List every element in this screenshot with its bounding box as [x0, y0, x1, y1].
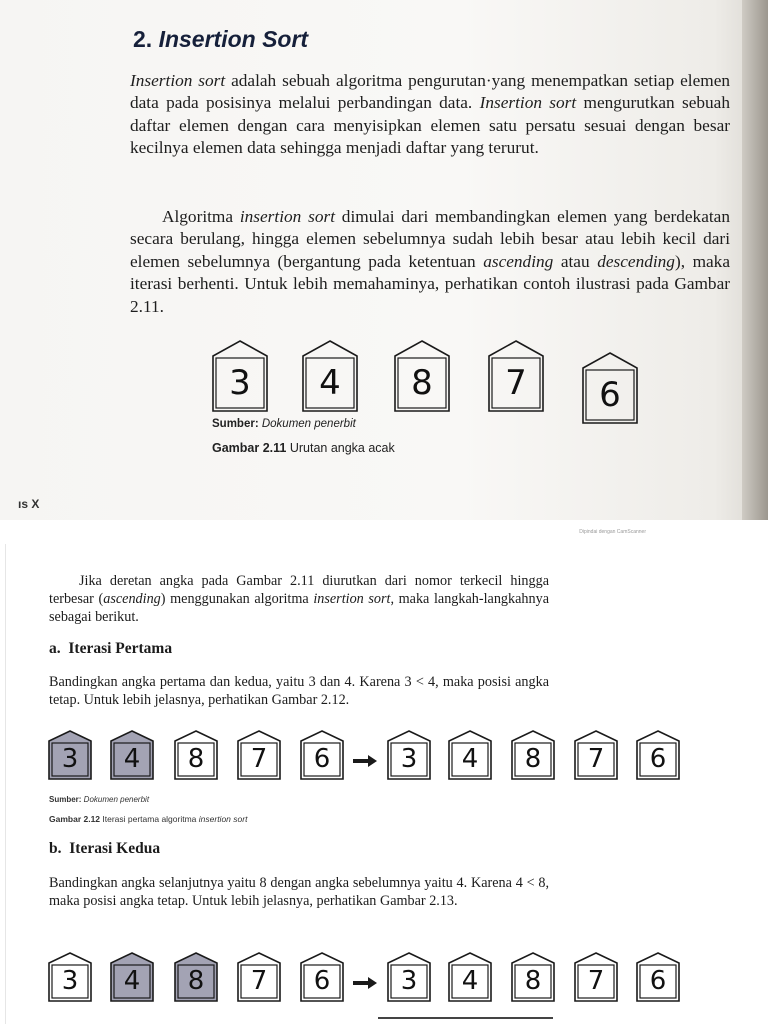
pencil-underline: [378, 1017, 553, 1019]
tile-number: 6: [599, 374, 621, 415]
paragraph-iterasi-pertama: Bandingkan angka pertama dan kedua, yaitu 3 dan 4. Karena 3 < 4, maka posisi angka tetap. Untuk lebih jelasnya, perhatikan Gambar 2.12.: [49, 674, 549, 708]
paragraph-algorithm: Algoritma insertion sort dimulai dari membandingkan elemen yang berdekatan secara berulang, hingga elemen sebelumnya sudah lebih besar atau lebih kecil dari elemen sebelumnya (bergantung pada ketentuan ascending atau descending), maka iterasi berhenti. Untuk lebih memahaminya, perhatikan contoh ilustrasi pada Gambar 2.11.: [130, 207, 730, 316]
number-tile: [448, 730, 492, 780]
tile-number: 8: [524, 744, 542, 775]
tile-number: 8: [187, 744, 205, 775]
tile-number: 4: [461, 966, 479, 997]
number-tile: [302, 340, 358, 412]
tile-number: 7: [250, 966, 268, 997]
tile-number: 8: [187, 966, 205, 997]
tile-number: 3: [61, 744, 79, 775]
tile-number: 8: [411, 362, 433, 403]
figure-2-12-source: Sumber: Dokumen penerbit: [49, 795, 150, 804]
arrow-right-icon: [352, 976, 378, 990]
number-tile: [511, 730, 555, 780]
number-tile: [174, 952, 218, 1002]
tile-number: 7: [587, 744, 605, 775]
tile-number: 4: [461, 744, 479, 775]
number-tile: [488, 340, 544, 412]
tile-number: 4: [319, 362, 341, 403]
tile-number: 7: [505, 362, 527, 403]
number-tile: [387, 952, 431, 1002]
number-tile: [636, 730, 680, 780]
scanner-watermark: Dipindai dengan CamScanner: [579, 529, 646, 535]
tile-number: 3: [229, 362, 251, 403]
number-tile: [237, 730, 281, 780]
paragraph-iterasi-kedua: Bandingkan angka selanjutnya yaitu 8 dengan angka sebelumnya yaitu 4. Karena 4 < 8, maka posisi angka tetap. Untuk lebih jelasnya, perhatikan Gambar 2.13.: [49, 875, 549, 909]
tile-number: 4: [123, 966, 141, 997]
number-tile: [574, 730, 618, 780]
subheading-iterasi-kedua: b. Iterasi Kedua: [49, 840, 161, 857]
tile-number: 3: [61, 966, 79, 997]
number-tile: [574, 952, 618, 1002]
section-heading: [133, 26, 308, 53]
number-tile: [110, 952, 154, 1002]
tile-number: 6: [649, 744, 667, 775]
number-tile: [387, 730, 431, 780]
figure-caption: Gambar 2.11 Urutan angka acak: [212, 441, 395, 455]
tile-number: 6: [313, 744, 331, 775]
heading-number: 2.: [133, 26, 153, 52]
number-tile: [174, 730, 218, 780]
paragraph-definition: Insertion sort adalah sebuah algoritma pengurutan·yang menempatkan setiap elemen data pada posisinya melalui perbandingan data. Insertion sort mengurutkan sebuah daftar elemen dengan cara menyisipkan elemen satu persatu sesuai dengan besar kecilnya elemen data sehingga menjadi daftar yang terurut.: [130, 71, 731, 158]
number-tile: [48, 952, 92, 1002]
number-tile: [394, 340, 450, 412]
number-tile: [110, 730, 154, 780]
figure-2-12-caption: Gambar 2.12 Iterasi pertama algoritma insertion sort: [49, 814, 248, 824]
tile-number: 7: [587, 966, 605, 997]
figure-source: Sumber: Dokumen penerbit: [212, 418, 356, 430]
tile-number: 7: [250, 744, 268, 775]
book-page-bottom: [5, 544, 761, 1024]
number-tile: [237, 952, 281, 1002]
subheading-iterasi-pertama: a. Iterasi Pertama: [49, 640, 173, 657]
tile-number: 3: [400, 966, 418, 997]
number-tile: [212, 340, 268, 412]
number-tile: [300, 952, 344, 1002]
number-tile: [48, 730, 92, 780]
arrow-right-icon: [352, 754, 378, 768]
page-gap: [0, 520, 768, 544]
heading-title: Insertion Sort: [158, 26, 309, 52]
number-tile: [511, 952, 555, 1002]
margin-text: ıs X: [18, 497, 40, 511]
tile-number: 6: [649, 966, 667, 997]
number-tile: [300, 730, 344, 780]
tile-number: 4: [123, 744, 141, 775]
number-tile: [582, 352, 638, 424]
paragraph-intro: Jika deretan angka pada Gambar 2.11 diurutkan dari nomor terkecil hingga terbesar (ascending) menggunakan algoritma insertion sort, maka langkah-langkahnya sebagai berikut.: [49, 573, 549, 625]
number-tile: [448, 952, 492, 1002]
page-edge-shadow: [742, 0, 768, 520]
tile-number: 3: [400, 744, 418, 775]
number-tile: [636, 952, 680, 1002]
tile-number: 6: [313, 966, 331, 997]
tile-number: 8: [524, 966, 542, 997]
